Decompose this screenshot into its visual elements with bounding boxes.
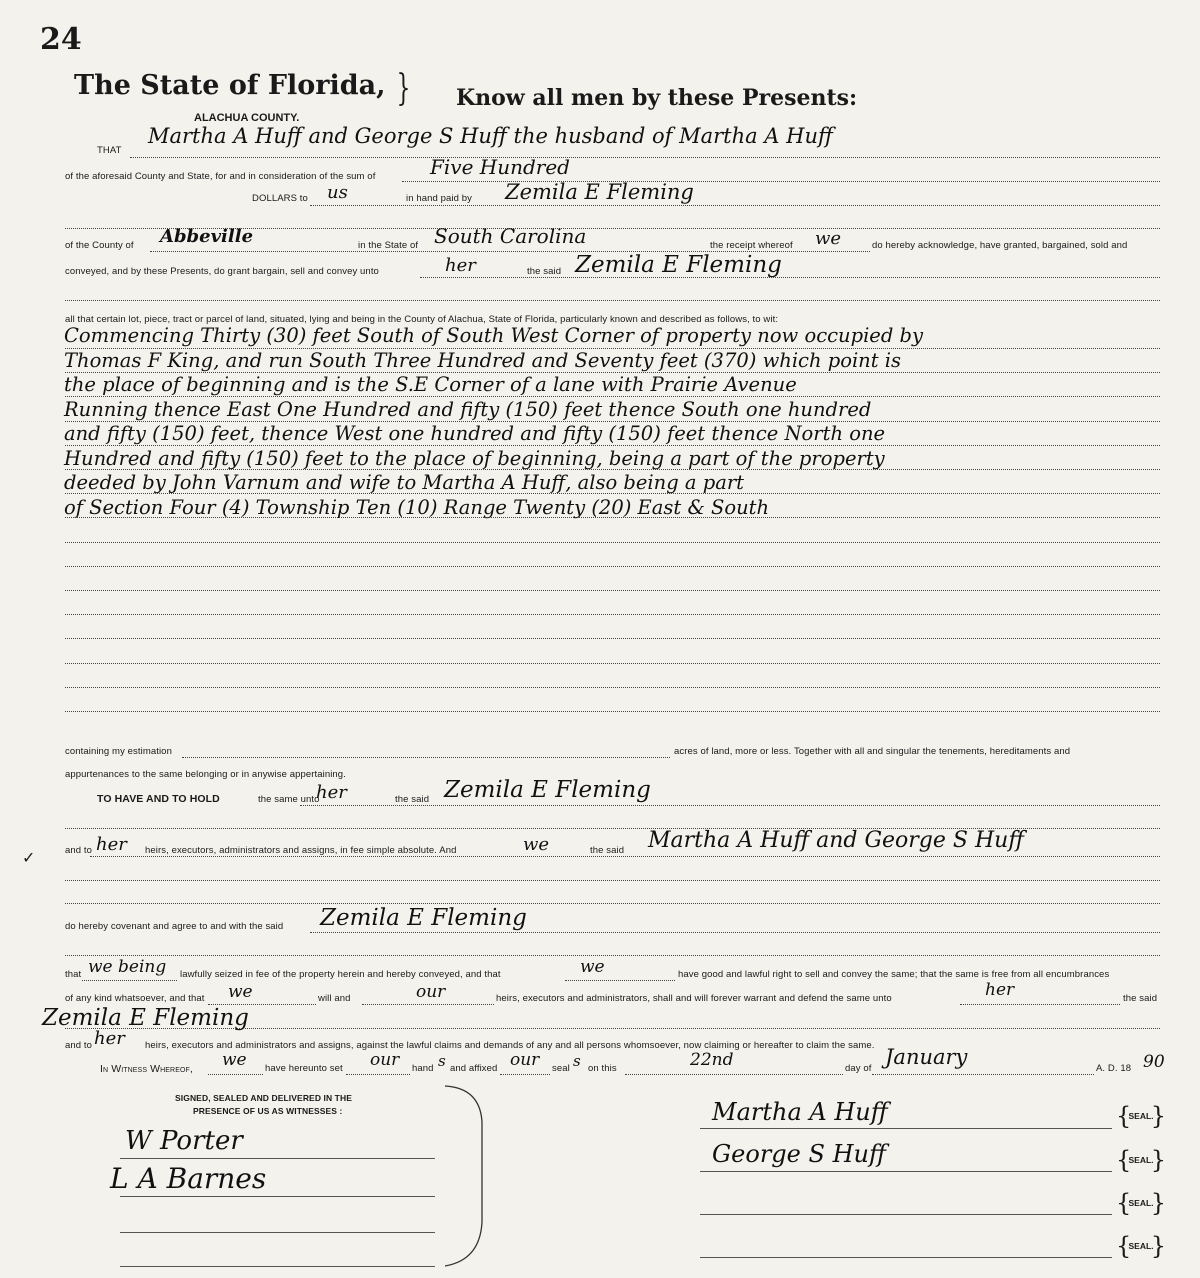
receipt-label: the receipt whereof [710, 240, 793, 251]
description-line: the place of beginning and is the S.E Corner of a lane with Prairie Avenue [64, 373, 797, 396]
description-line: Running thence East One Hundred and fifty (150) feet thence South one hundred [64, 397, 872, 421]
description-line: Hundred and fifty (150) feet to the place of beginning, being a part of the property [64, 446, 885, 470]
appurtenances-label: appurtenances to the same belonging or in anywise appertaining. [65, 769, 346, 780]
ruled-line [65, 687, 1160, 688]
ruled-line [65, 614, 1160, 615]
property-description [64, 324, 923, 520]
ruled-line [65, 542, 1160, 543]
witness-we-value: we [222, 1050, 247, 1070]
description-line: deeded by John Varnum and wife to Martha A Huff, also being a part [64, 471, 744, 494]
in-witness-label: In Witness Whereof, [100, 1063, 193, 1075]
day-value: 22nd [690, 1050, 734, 1070]
the-said-label: the said [527, 266, 562, 277]
ruled-line [65, 590, 1160, 591]
ruled-line [65, 638, 1160, 639]
aforesaid-label: of the aforesaid County and State, for and in consideration of the sum of [65, 171, 376, 182]
seal-2: { SEAL. } [1116, 1146, 1166, 1174]
seal-1: { SEAL. } [1116, 1102, 1166, 1130]
description-line: Thomas F King, and run South Three Hundred and Seventy feet (370) which point is [64, 348, 902, 372]
the-said-label-2: the said [395, 794, 430, 805]
said-name: Zemila E Fleming [42, 1005, 249, 1031]
signed-label-1: SIGNED, SEALED AND DELIVERED IN THE [175, 1093, 352, 1103]
ruled-line [65, 469, 1160, 470]
description-line: and fifty (150) feet, thence West one hundred and fifty (150) feet thence North one [64, 422, 886, 445]
and-we-value: we [523, 834, 550, 855]
conveyed-label: conveyed, and by these Presents, do grant bargain, sell and convey unto [65, 266, 379, 277]
state-of-label: in the State of [358, 240, 419, 251]
county-of-label: of the County of [65, 240, 134, 251]
have-hereunto-label: have hereunto set [265, 1063, 343, 1074]
grantors-name-2: Martha A Huff and George S Huff [648, 828, 1024, 853]
state-value: South Carolina [434, 224, 587, 248]
on-this-label: on this [588, 1063, 617, 1074]
and-affixed-label: and affixed [450, 1063, 498, 1074]
witness-2-signature: L A Barnes [110, 1162, 267, 1195]
page-number: 24 [40, 22, 82, 57]
month-value: January [885, 1045, 968, 1069]
description-line: of Section Four (4) Township Ten (10) Range Twenty (20) East & South [64, 495, 770, 519]
hand-label: hand [412, 1063, 434, 1074]
any-kind-label: of any kind whatsoever, and that [65, 993, 205, 1004]
county-label: ALACHUA COUNTY. [194, 112, 300, 124]
unto-value: her [445, 255, 476, 276]
hold-said-name: Zemila E Fleming [444, 777, 651, 803]
witness-bracket [440, 1082, 500, 1272]
that-we-value: we [580, 957, 605, 977]
signed-label-2: PRESENCE OF US AS WITNESSES : [193, 1106, 343, 1116]
set-our-value: our [370, 1050, 400, 1070]
covenant-name: Zemila E Fleming [320, 905, 527, 931]
will-and-label: will and [318, 993, 351, 1004]
sum-amount: Five Hundred [430, 155, 570, 179]
day-of-label: day of [845, 1063, 872, 1074]
signature-2: George S Huff [712, 1140, 886, 1168]
lawfully-label: lawfully seized in fee of the property herein and hereby conveyed, and that [180, 969, 501, 980]
dollars-to-label: DOLLARS to [252, 193, 308, 204]
the-said-label-3: the said [590, 845, 625, 856]
header-brace: } [396, 68, 411, 109]
grantee-name: Zemila E Fleming [575, 252, 782, 278]
grantors-name: Martha A Huff and George S Huff the husband of Martha A Huff [148, 124, 833, 148]
heirs-exec-label-3: heirs, executors and administrators and assigns, against the lawful claims and demands of any and all persons whomsoever, now claiming or hereafter to claim the same. [145, 1040, 875, 1051]
witness-1-signature: W Porter [125, 1126, 243, 1156]
county-value: Abbeville [160, 226, 254, 247]
receipt-value: we [815, 228, 842, 249]
ad-label: A. D. 18 [1096, 1063, 1132, 1074]
ruled-line [65, 445, 1160, 446]
ruled-line [65, 566, 1160, 567]
and-to-label: and to [65, 845, 93, 856]
ruled-line [65, 372, 1160, 373]
being-value: we being [88, 957, 167, 977]
will-our-value: our [416, 982, 446, 1002]
state-title: The State of Florida, [74, 70, 386, 101]
ruled-line [65, 711, 1160, 712]
to-have-label: TO HAVE AND TO HOLD [97, 793, 220, 805]
hand-s-value: s [438, 1052, 446, 1070]
the-said-label-4: the said [1123, 993, 1158, 1004]
seal-label-inline: seal [552, 1063, 570, 1074]
year-value: 90 [1143, 1052, 1165, 1072]
same-unto-label: the same unto [258, 794, 320, 805]
acknowledge-label: do hereby acknowledge, have granted, bargained, sold and [872, 240, 1128, 251]
that-label-2: that [65, 969, 82, 980]
and-to-label-2: and to [65, 1040, 93, 1051]
defend-unto-value: her [985, 980, 1015, 1000]
and-to-value: her [96, 834, 127, 855]
ruled-line [65, 348, 1160, 349]
signature-1: Martha A Huff [712, 1098, 888, 1126]
good-lawful-label: have good and lawful right to sell and convey the same; that the same is free from all encumbrances [678, 969, 1110, 980]
ruled-line [65, 396, 1160, 397]
heirs-exec-label: heirs, executors, administrators and assigns, in fee simple absolute. And [145, 845, 457, 856]
seal-s-value: s [573, 1052, 581, 1070]
ruled-line [65, 517, 1160, 518]
paid-by-label: in hand paid by [406, 193, 472, 204]
containing-label: containing my estimation [65, 746, 172, 757]
ruled-line [65, 421, 1160, 422]
all-that-label: all that certain lot, piece, tract or parcel of land, situated, lying and being in the County of Alachua, State of Florida, particularly known and described as follows, to wit: [65, 314, 779, 325]
acres-label: acres of land, more or less. Together with all and singular the tenements, hereditaments and [674, 746, 1071, 757]
dollars-to-value: us [327, 182, 348, 203]
heirs-exec-label-2: heirs, executors and administrators, shall and will forever warrant and defend the same unto [496, 993, 892, 1004]
that-label: THAT [97, 145, 122, 156]
presents-heading: Know all men by these Presents: [456, 85, 858, 111]
and-that-value: we [228, 982, 253, 1002]
seal-4: { SEAL. } [1116, 1232, 1166, 1260]
margin-check-mark: ✓ [22, 850, 36, 867]
description-line: Commencing Thirty (30) feet South of South West Corner of property now occupied by [64, 324, 924, 347]
ruled-line [65, 663, 1160, 664]
ruled-line [65, 493, 1160, 494]
paid-by-name: Zemila E Fleming [505, 180, 694, 204]
heirs-to-value: her [94, 1028, 125, 1049]
hold-unto-value: her [316, 782, 347, 803]
covenant-label: do hereby covenant and agree to and with the said [65, 921, 284, 932]
seal-3: { SEAL. } [1116, 1189, 1166, 1217]
affixed-our-value: our [510, 1050, 540, 1070]
